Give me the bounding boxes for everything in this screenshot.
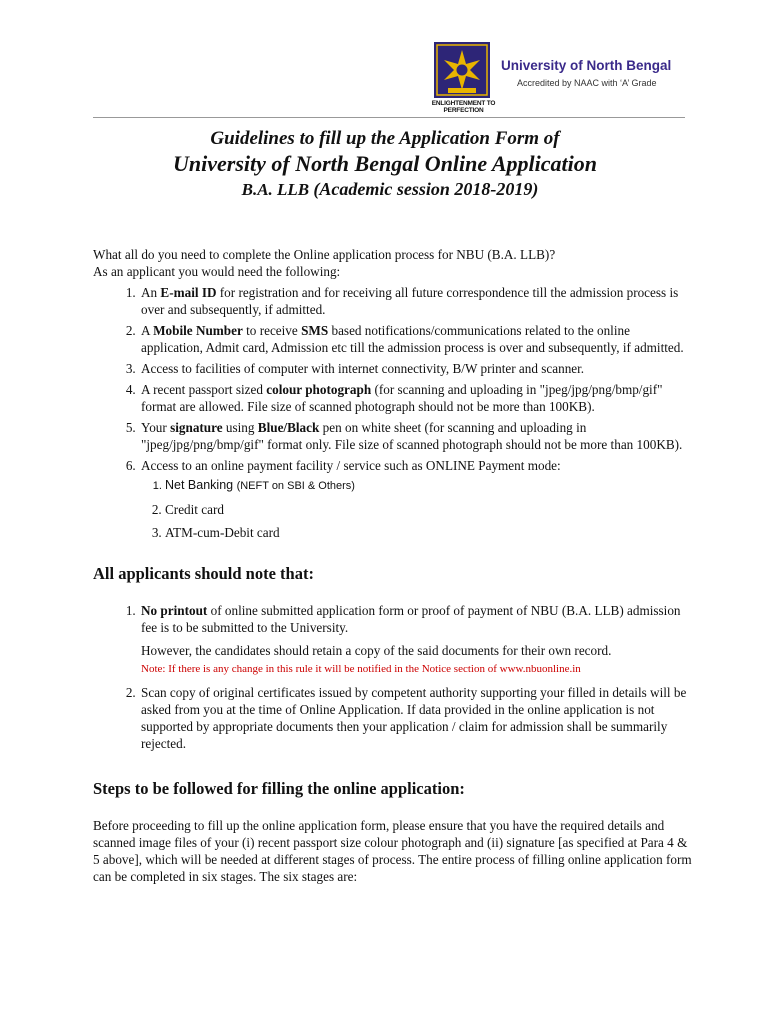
university-header (426, 42, 716, 112)
requirement-computer: 3. Access to facilities of computer with internet connectivity, B/W printer and scanner. (139, 360, 693, 377)
payment-mode-credit-card: 2. Credit card (165, 501, 693, 518)
requirement-mobile: 2. A Mobile Number to receive SMS based notifications/communications related to the online application, Admit card, Admission etc till the admission process is over and subsequently, if admitted. (139, 322, 693, 356)
title-line-3 (0, 179, 770, 200)
payment-modes-list (141, 477, 693, 541)
steps-paragraph: Before proceeding to fill up the online application form, please ensure that you have the required details and scanned image files of your (i) recent passport size colour photograph and (ii) signature [as specified at Para 4 & 5 above], which will be needed at different stages of process. The entire process of filling online application form can be completed in six stages. The six stages are: (93, 818, 692, 884)
note-rule-change: Note: If there is any change in this rule it will be notified in the Notice section of www.nbuonline.in (141, 663, 581, 675)
note-scan-certificates: 2. Scan copy of original certificates issued by competent authority supporting your filled in details will be asked from you at the time of Online Application. If data provided in the online application is not supported by appropriate documents then your application / claim for admission shall be summarily rejected. (139, 684, 693, 752)
title-line-2: University of North Bengal Online Application (173, 151, 597, 176)
logo-motto: ENLIGHTENMENT TO PERFECTION (431, 100, 496, 114)
requirement-photograph: 4. A recent passport sized colour photograph (for scanning and uploading in "jpeg/jpg/png/bmp/gif" format are allowed. File size of scanned photograph should not be more than 100KB). (139, 381, 693, 415)
requirement-signature: 5. Your signature using Blue/Black pen on white sheet (for scanning and uploading in "jpeg/jpg/png/bmp/gif" format only. File size of scanned photograph should not be more than 100KB). (139, 419, 693, 453)
title-line-1: Guidelines to fill up the Application Form of (210, 128, 560, 149)
intro-lead: As an applicant you would need the following: (93, 264, 341, 279)
note-retain-copy: However, the candidates should retain a copy of the said documents for their own record. (141, 643, 612, 658)
document-body (93, 246, 693, 885)
payment-mode-debit-card: 3. ATM-cum-Debit card (165, 524, 693, 541)
university-name: University of North Bengal (501, 58, 672, 73)
requirement-payment: 6. Access to an online payment facility / service such as ONLINE Payment mode: 1. Net Banking (NEFT on SBI & Others) 2. Credit card 3. ATM-cum-Debit card (139, 457, 693, 541)
header-divider (93, 117, 685, 118)
requirements-list (93, 284, 693, 541)
intro-question: What all do you need to complete the Online application process for NBU (B.A. LLB)? (93, 247, 556, 262)
note-no-printout: 1. No printout of online submitted application form or proof of payment of NBU (B.A. LLB) admission fee is to be submitted to the University. However, the candidates should retain a copy of the said documents for their own record. Note: If there is any change in this rule it will be notified in the Notice section of www.nbuonline.in (139, 602, 693, 678)
requirement-email: 1. An E-mail ID for registration and for receiving all future correspondence till the admission process is over and subsequently, if admitted. (139, 284, 693, 318)
notes-heading: All applicants should note that: (93, 564, 314, 583)
course-name: B.A. LLB (241, 180, 310, 199)
university-logo (426, 42, 498, 100)
payment-mode-netbanking: 1. Net Banking (NEFT on SBI & Others) (165, 477, 693, 495)
notes-list (93, 602, 693, 752)
accreditation-text: Accredited by NAAC with ‘A’ Grade (517, 78, 657, 88)
steps-heading: Steps to be followed for filling the online application: (93, 779, 465, 798)
academic-session: (Academic session 2018-2019) (313, 179, 539, 199)
